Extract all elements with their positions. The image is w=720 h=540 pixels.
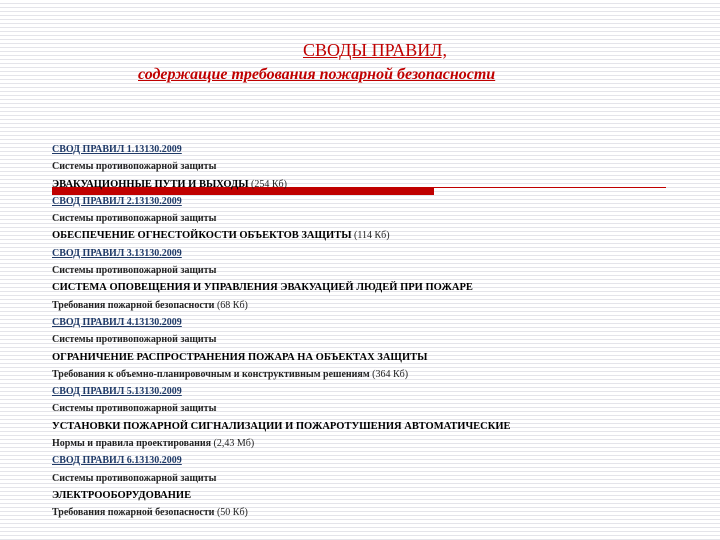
rule-note-row — [52, 366, 692, 383]
rule-note: Нормы и правила проектирования — [52, 438, 212, 450]
file-size: (114 Кб) — [354, 230, 390, 242]
rule-category-text: Системы противопожарной защиты — [52, 161, 217, 173]
rule-code-row — [52, 245, 692, 262]
rule-code-row — [52, 141, 692, 158]
rule-code-link[interactable]: СВОД ПРАВИЛ 6.13130.2009 — [52, 455, 182, 467]
rule-title-row — [52, 349, 692, 366]
rule-category — [52, 331, 692, 348]
rule-code-row — [52, 193, 692, 210]
rule-category — [52, 158, 692, 175]
rule-title-row — [52, 227, 692, 244]
rule-code-link[interactable]: СВОД ПРАВИЛ 2.13130.2009 — [52, 195, 182, 207]
rule-category-text: Системы противопожарной защиты — [52, 472, 217, 484]
rules-list — [52, 141, 692, 522]
rule-category-text: Системы противопожарной защиты — [52, 265, 217, 277]
rule-code-row — [52, 383, 692, 400]
file-size: (68 Кб) — [216, 299, 248, 311]
file-size: (2,43 Мб) — [213, 438, 255, 450]
file-size: (254 Кб) — [251, 178, 287, 190]
file-size: (364 Кб) — [372, 368, 409, 380]
rule-title: УСТАНОВКИ ПОЖАРНОЙ СИГНАЛИЗАЦИИ И ПОЖАРОТУШЕНИЯ АВТОМАТИЧЕСКИЕ — [52, 420, 511, 432]
rule-code-row — [52, 452, 692, 469]
rule-title-row — [52, 487, 692, 504]
page-subtitle: содержащие требования пожарной безопасности — [138, 66, 496, 83]
rule-note: Требования к объемно-планировочным и конструктивным решениям — [52, 368, 370, 380]
rule-title: ОГРАНИЧЕНИЕ РАСПРОСТРАНЕНИЯ ПОЖАРА НА ОБЪЕКТАХ ЗАЩИТЫ — [52, 351, 428, 363]
rule-category — [52, 400, 692, 417]
rule-category-text: Системы противопожарной защиты — [52, 334, 217, 346]
rule-code-link[interactable]: СВОД ПРАВИЛ 5.13130.2009 — [52, 386, 182, 398]
page-title: СВОДЫ ПРАВИЛ, — [302, 40, 447, 60]
rule-category — [52, 262, 692, 279]
file-size: (50 Кб) — [216, 507, 248, 519]
rule-title-row — [52, 176, 692, 193]
rule-code-link[interactable]: СВОД ПРАВИЛ 3.13130.2009 — [52, 247, 182, 259]
rule-title-row — [52, 418, 692, 435]
rule-category — [52, 210, 692, 227]
rule-category-text: Системы противопожарной защиты — [52, 403, 217, 415]
rule-note-row — [52, 435, 692, 452]
rule-note: Требования пожарной безопасности — [52, 507, 215, 519]
rule-code-link[interactable]: СВОД ПРАВИЛ 4.13130.2009 — [52, 316, 182, 328]
rule-code-link[interactable]: СВОД ПРАВИЛ 1.13130.2009 — [52, 144, 182, 155]
rule-note-row — [52, 504, 692, 521]
rule-title: СИСТЕМА ОПОВЕЩЕНИЯ И УПРАВЛЕНИЯ ЭВАКУАЦИЕЙ ЛЮДЕЙ ПРИ ПОЖАРЕ — [52, 282, 473, 294]
rule-title-row — [52, 279, 692, 296]
rule-category-text: Системы противопожарной защиты — [52, 213, 217, 225]
rule-title: ОБЕСПЕЧЕНИЕ ОГНЕСТОЙКОСТИ ОБЪЕКТОВ ЗАЩИТЫ — [52, 230, 352, 242]
rule-title: ЭЛЕКТРООБОРУДОВАНИЕ — [52, 489, 192, 501]
rule-note: Требования пожарной безопасности — [52, 299, 215, 311]
rule-code-row — [52, 314, 692, 331]
rule-title: ЭВАКУАЦИОННЫЕ ПУТИ И ВЫХОДЫ — [52, 178, 249, 190]
rule-category — [52, 470, 692, 487]
rule-note-row — [52, 297, 692, 314]
